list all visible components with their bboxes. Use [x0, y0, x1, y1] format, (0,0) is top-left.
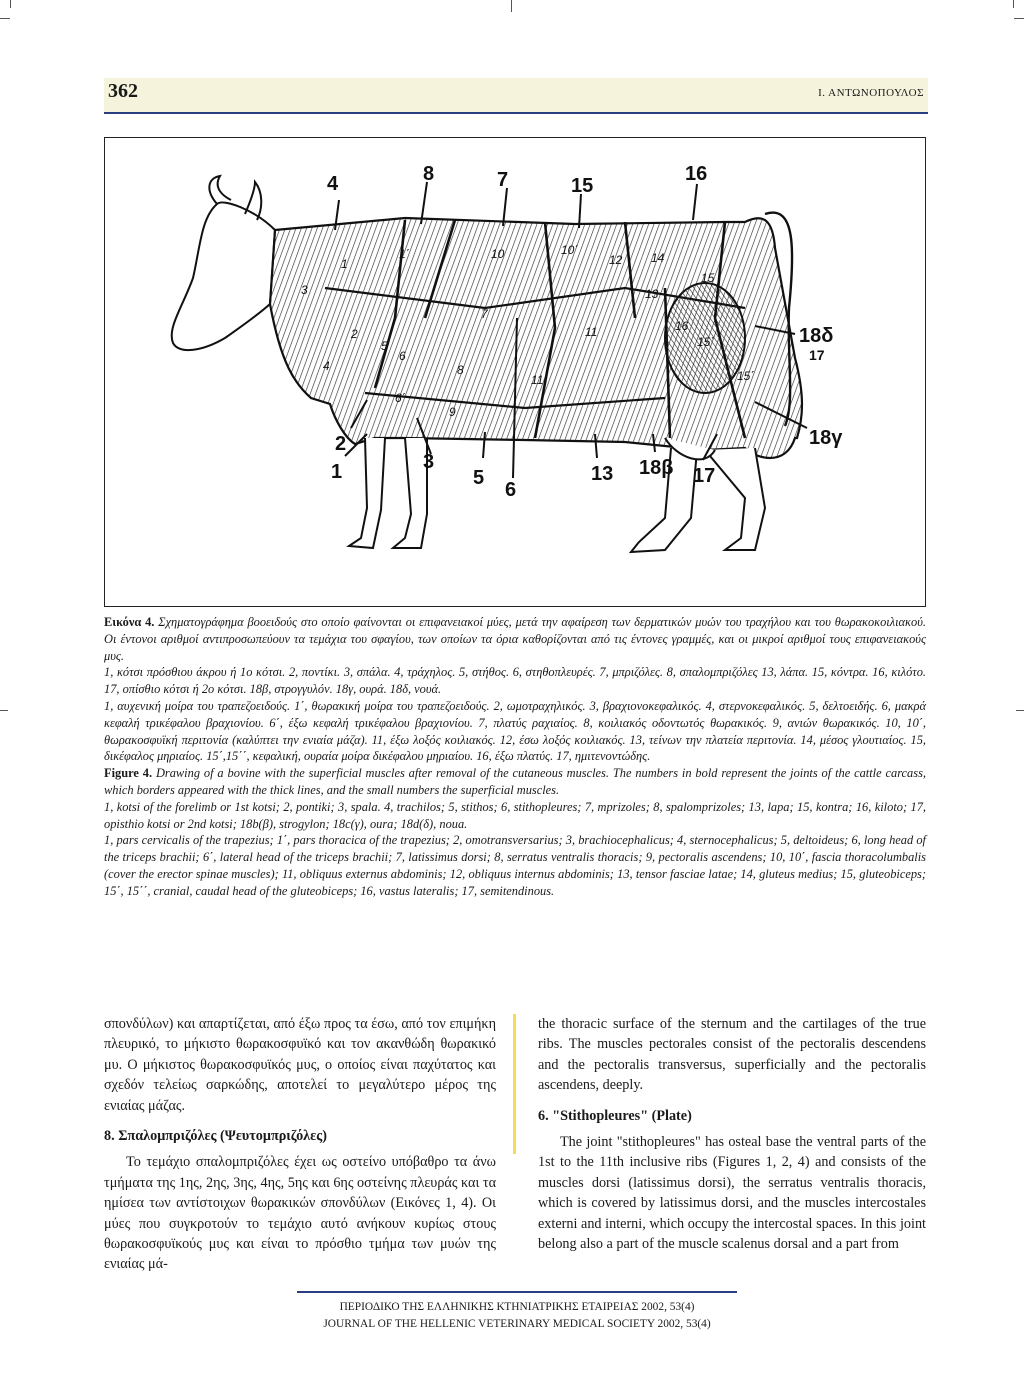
section-heading: 8. Σπαλομπριζόλες (Ψευτομπριζόλες) — [104, 1128, 327, 1145]
muscle-label: 4 — [323, 359, 330, 373]
section-heading: 6. "Stithopleures" (Plate) — [538, 1107, 692, 1124]
caption-greek — [104, 614, 926, 664]
caption-muscles: 1, αυχενική μοίρα του τραπεζοειδούς. 1΄, θωρακική μοίρα του τραπεζοειδούς. 2, ωμοτραχηλικός. 3, βραχιονοκεφαλικός. 4, στερνοκεφαλικός. 5, δελτοειδής. 6, μακρά κεφαλή τρικέφαλου βραχιονίου. 6΄, έξω κεφαλή τρικέφαλου βραχιονίου. 7, πλατύς ραχιαίος. 8, κοιλιακός οδοντωτός θωρακικός. 9, ανιών θωρακικός. 10, 10΄, θωρακοσφυϊκή περιτονία (καλύπτει την ενιαία μάζα). 11, έξω λοξός κοιλιακός. 12, έσω λοξός κοιλιακός. 13, τείνων την πλατεία περιτονία. 14, μέσος γλουτιαίος. 15, δικέφαλος μηριαίος. 15΄,15΄΄, κεφαλική, ουραία μοίρα δικέφαλου μηριαίου. 16, έξω πλατύς. 17, ημιτενοντώδης. — [104, 698, 926, 764]
footer-line-greek: ΠΕΡΙΟΔΙΚΟ ΤΗΣ ΕΛΛΗΝΙΚΗΣ ΚΤΗΝΙΑΤΡΙΚΗΣ ΕΤΑΙΡΕΙΑΣ 2002, 53(4) — [339, 1301, 695, 1313]
crop-mark — [0, 710, 8, 711]
joint-label: 18δ — [799, 325, 834, 347]
paragraph: the thoracic surface of the sternum and the cartilages of the true ribs. The muscles pectorales consist of the pectoralis descendens and the pectoralis transversus, superficially and the pectoralis ascendens, deeply. — [538, 1016, 926, 1094]
crop-mark — [0, 18, 10, 19]
joint-label: 4 — [327, 173, 339, 195]
caption-english — [104, 765, 926, 799]
crop-mark — [511, 0, 512, 12]
paragraph: The joint "stithopleures" has osteal base the ventral parts of the 1st to the 11th inclusive ribs (Figures 1, 2, 4) and consists of the muscles dorsi (latissimus dorsi), the serratus ventralis thoracis, which is covered by latissimus dorsi, and the muscles intercostales externi and interni, which occupy the intercostal spaces. In this joint belong also a part of the muscle scalenus dorsal and a part from — [538, 1134, 926, 1253]
paragraph: Το τεμάχιο σπαλομπριζόλες έχει ως οστείνο υπόβαθρο τα άνω τμήματα της 1ης, 2ης, 3ης, 4ης, 5ης και 6ης οστείνης πλευράς και τα ημίσεα των αντίστοιχων θωρακικών σπονδύλων (Εικόνες 1, 4). Οι μύες που συγκροτούν το τεμάχιο αυτό ανήκουν κυρίως στους θωρακοσφυϊκούς μυς και είναι το πρόσθιο τμήμα των μυών της ενιαίας μά- — [104, 1154, 496, 1273]
right-column — [538, 1014, 926, 1254]
page-number: 362 — [108, 80, 138, 102]
column-divider — [513, 1014, 516, 1154]
joint-label: 16 — [685, 163, 708, 185]
caption-joints: 1, kotsi of the forelimb or 1st kotsi; 2, pontiki; 3, spala. 4, trachilos; 5, stithos; 6, stithopleures; 7, mprizoles; 8, spalomprizoles; 13, lapa; 15, kontra; 16, kiloto; 17, opisthio kotsi or 2nd kotsi; 18b(β), strogylon; 18c(γ), oura; 18d(δ), noua. — [104, 799, 926, 831]
muscle-label: 7 — [481, 307, 488, 321]
muscle-label: 15΄ — [697, 335, 715, 349]
muscle-label: 16 — [675, 319, 689, 333]
muscle-label: 10΄ — [561, 243, 579, 257]
crop-mark — [1013, 0, 1014, 8]
joint-label: 18γ — [809, 427, 843, 449]
crop-mark — [10, 0, 11, 8]
muscle-label: 11 — [531, 373, 544, 387]
muscle-label: 6΄ — [395, 391, 406, 405]
cow-silhouette — [172, 176, 802, 552]
caption-label: Figure 4. — [104, 766, 153, 781]
joint-label: 13 — [591, 463, 614, 485]
joint-label: 18β — [639, 457, 674, 479]
page-header — [104, 78, 928, 114]
muscle-label: 1΄ — [399, 247, 410, 261]
journal-footer — [297, 1291, 737, 1333]
joint-label: 17 — [809, 347, 825, 363]
muscle-label: 15 — [701, 271, 715, 285]
muscle-label: 1 — [341, 257, 348, 271]
caption-label: Εικόνα 4. — [104, 615, 155, 629]
footer-line-english: JOURNAL OF THE HELLENIC VETERINARY MEDICAL SOCIETY 2002, 53(4) — [323, 1318, 711, 1330]
figure-caption — [104, 614, 926, 900]
joint-label: 8 — [423, 163, 435, 185]
muscle-label: 5 — [381, 339, 388, 353]
muscle-label: 14 — [651, 251, 665, 265]
caption-muscles: 1, pars cervicalis of the trapezius; 1΄, pars thoracica of the trapezius; 2, omotransversarius; 3, brachiocephalicus; 4, sternocephalicus; 5, deltoideus; 6, long head of the triceps brachii; 6΄, lateral head of the triceps brachii; 7, latissimus dorsi; 8, serratus ventralis thoracis; 9, pectoralis ascendens; 10, 10΄, fascia thoracolumbalis (cover the erector spinae muscles); 11, obliquus externus abdominis; 12, obliquus internus abdominis; 13, tensor fasciae latae; 14, gluteus medius; 15, gluteobiceps; 15΄, 15΄΄, cranial, caudal head of the gluteobiceps; 16, vastus lateralis; 17, semitendinous. — [104, 833, 926, 898]
muscle-label: 6 — [399, 349, 406, 363]
muscle-label: 9 — [449, 405, 456, 419]
cow-drawing — [105, 138, 925, 606]
muscle-label: 12 — [609, 253, 623, 267]
crop-mark — [1016, 710, 1024, 711]
joint-label: 1 — [331, 461, 343, 483]
left-column — [104, 1014, 496, 1275]
running-title: Ι. ΑΝΤΩΝΟΠΟΥΛΟΣ — [818, 87, 924, 99]
joint-label: 15 — [571, 175, 594, 197]
muscle-label: 13 — [645, 287, 659, 301]
muscle-label: 15΄ — [737, 369, 755, 383]
joint-label: 6 — [505, 479, 517, 501]
muscle-label: 11 — [585, 325, 598, 339]
joint-label: 5 — [473, 467, 485, 489]
joint-label: 7 — [497, 169, 509, 191]
caption-text: Drawing of a bovine with the superficial muscles after removal of the cutaneous muscles. The numbers in bold represent the joints of the cattle carcass, which borders appeared with the thick lines, and the small numbers the superficial muscles. — [104, 766, 926, 797]
muscle-label: 2 — [351, 327, 358, 341]
muscle-label: 3 — [301, 283, 308, 297]
caption-text: Σχηματογράφημα βοοειδούς στο οποίο φαίνονται οι επιφανειακοί μύες, μετά την αφαίρεση των δερματικών μυών του τραχήλου και του θωρακοκοιλιακού. Οι έντονοι αριθμοί αντιπροσωπεύουν τα τεμάχια του σφαγίου, των οποίων τα όρια καθορίζονται από τις έντονες γραμμές, και οι μικροί αριθμοί τους επιφανειακούς μυς. — [104, 615, 926, 663]
joint-label: 2 — [335, 433, 347, 455]
caption-joints: 1, κότσι πρόσθιου άκρου ή 1ο κότσι. 2, ποντίκι. 3, σπάλα. 4, τράχηλος. 5, στήθος. 6, στηθοπλευρές. 7, μπριζόλες. 8, σπαλομπριζόλες 13, λάπα. 15, κόντρα. 16, κιλότο. 17, οπίσθιο κότσι ή 2ο κότσι. 18β, στρογγυλόν. 18γ, ουρά. 18δ, νουά. — [104, 665, 926, 697]
figure-cow-muscles — [104, 137, 926, 607]
joint-label: 3 — [423, 451, 435, 473]
muscle-label: 8 — [457, 363, 464, 377]
muscle-label: 10 — [491, 247, 505, 261]
crop-mark — [1014, 18, 1024, 19]
paragraph: σπονδύλων) και απαρτίζεται, από έξω προς τα έσω, από τον επιμήκη πλευρικό, το μήκιστο θωρακοσφυϊκό και τον ακανθώδη θωρακικό μυ. Ο μήκιστος θωρακοσφυϊκός μυς, ο οποίος είναι παχύτατος και σχεδόν τελείως σαρκώδης, αποτελεί το μεγαλύτερο μέρος της ενιαίας μάζας. — [104, 1016, 496, 1114]
joint-label: 17 — [693, 465, 716, 487]
